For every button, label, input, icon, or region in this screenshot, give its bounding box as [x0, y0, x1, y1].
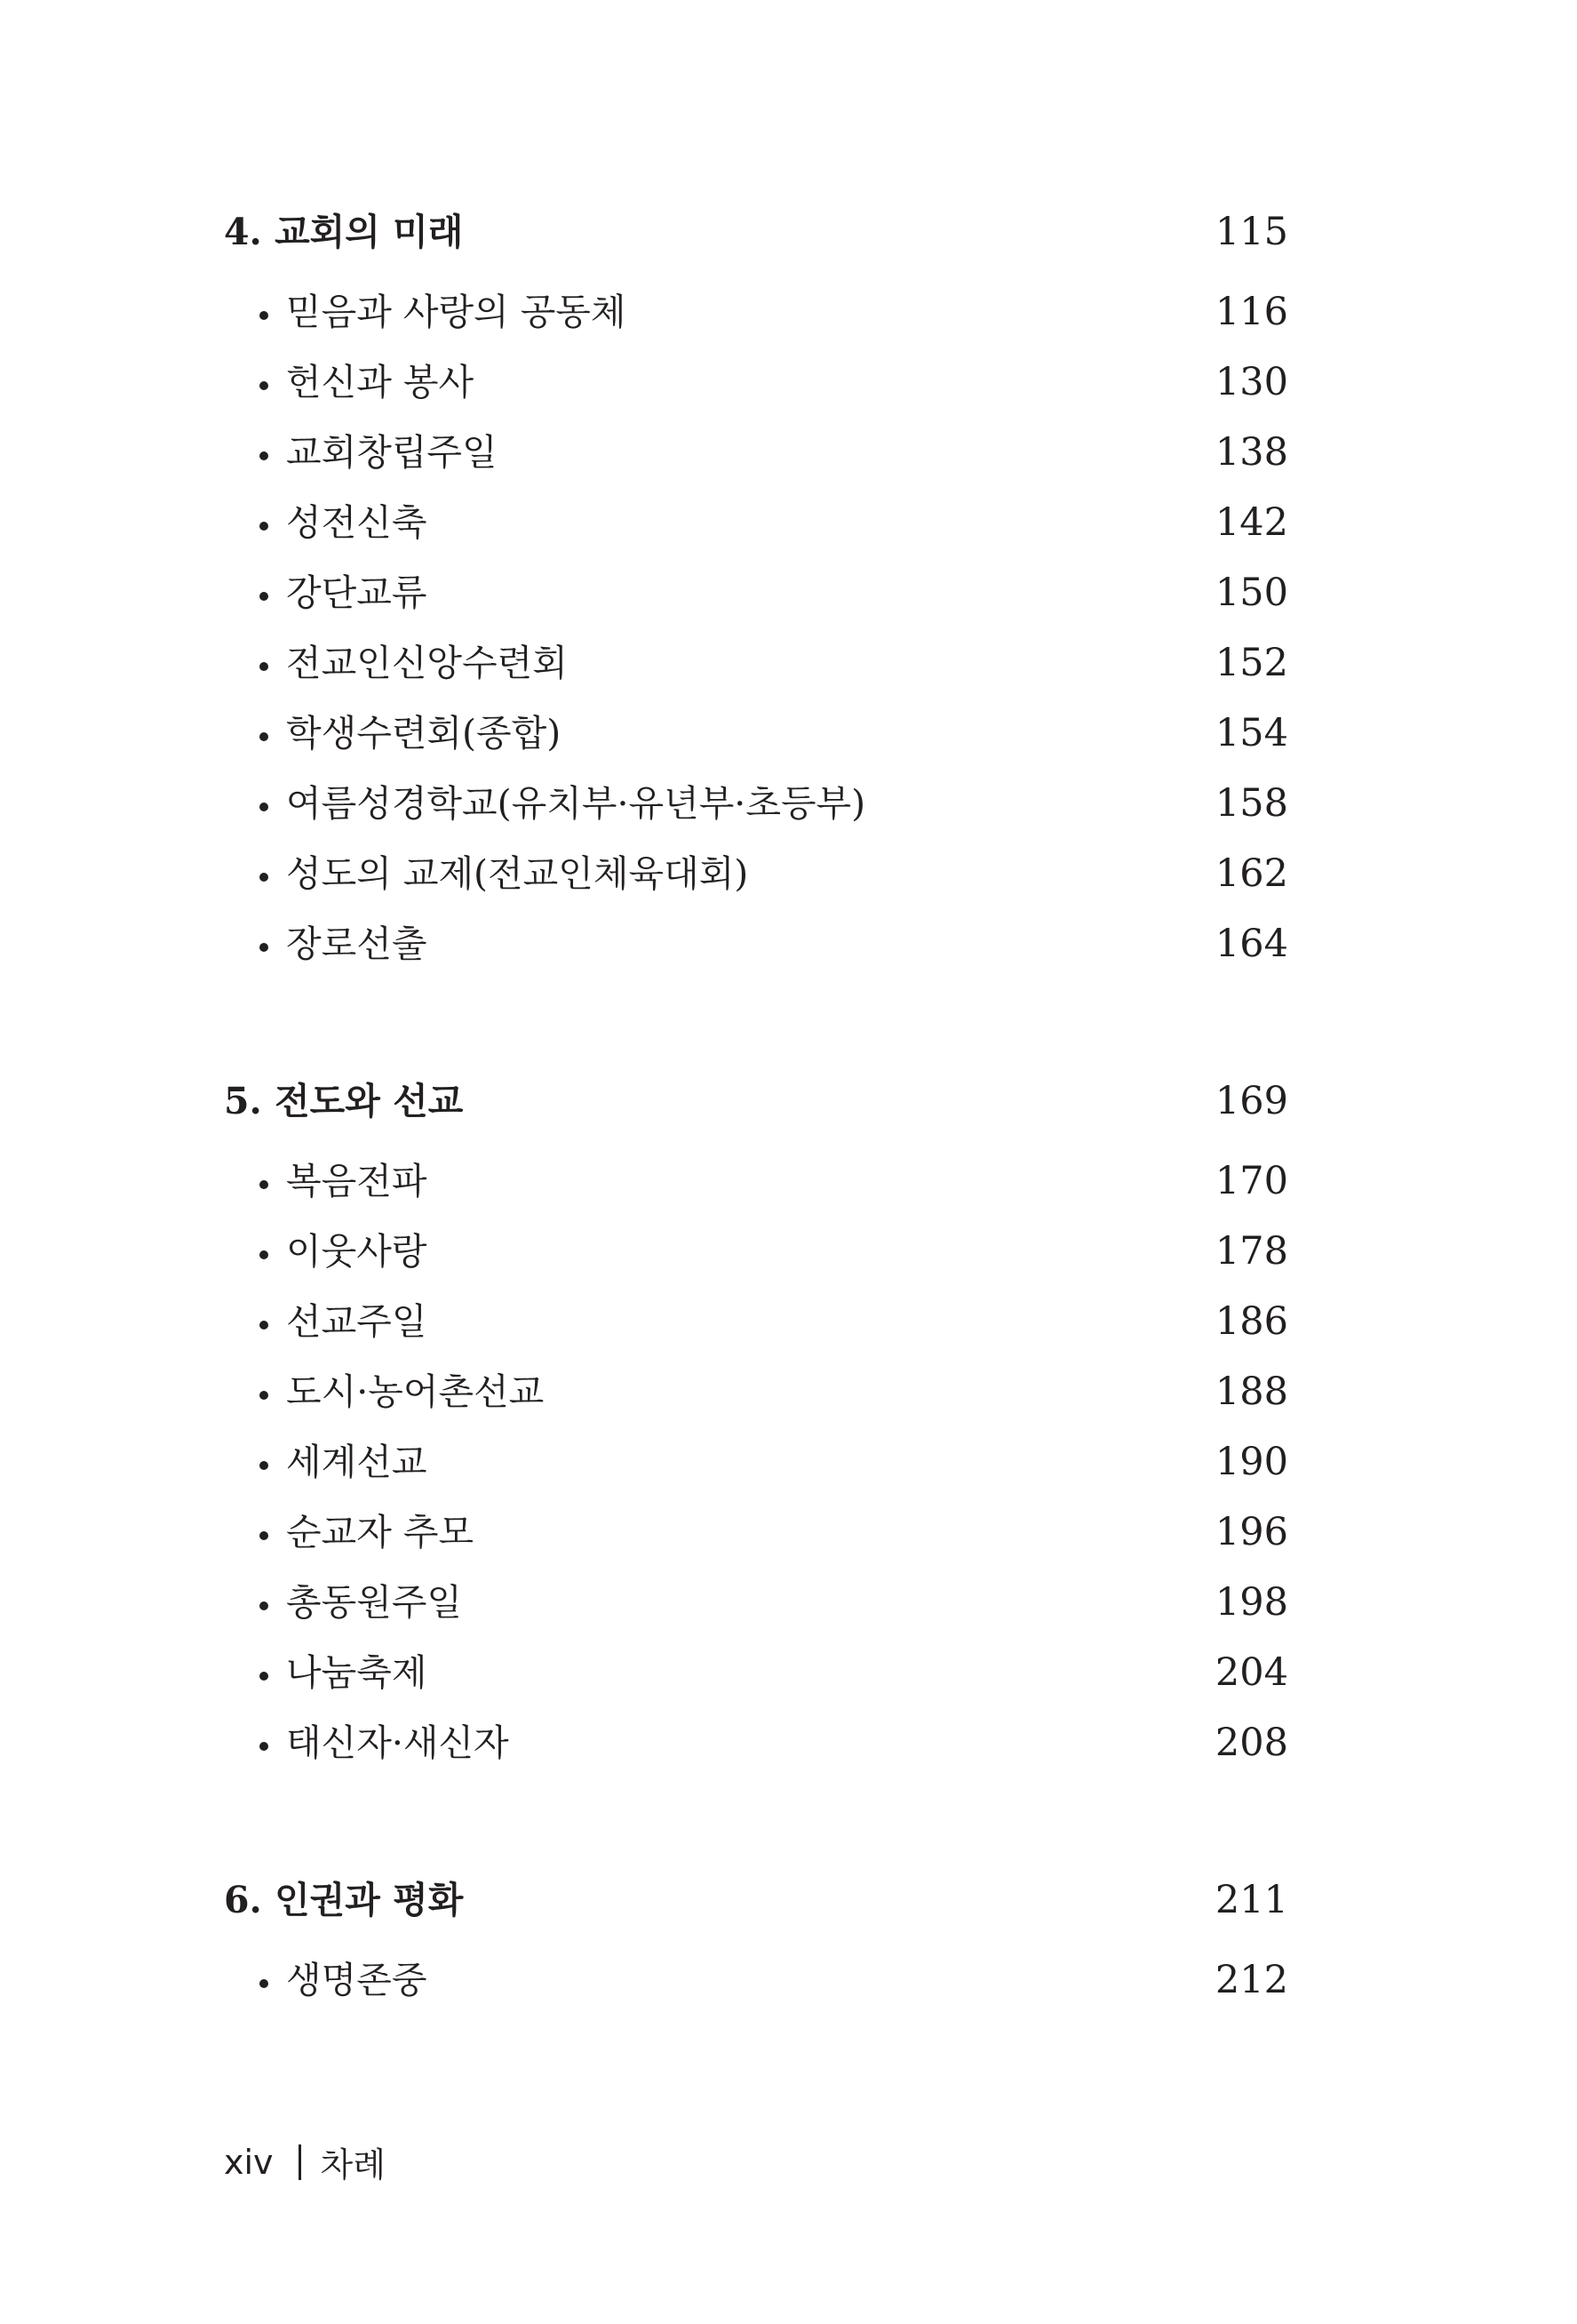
toc-section-heading[interactable]: [224, 1871, 1288, 1929]
toc-entry-page-number: 152: [1215, 641, 1288, 685]
toc-entry-bullet: [224, 699, 561, 769]
toc-entry[interactable]: [224, 1638, 1288, 1708]
toc-item-list: [224, 1146, 1288, 1778]
toc-entry[interactable]: [224, 909, 1288, 979]
toc-entry-page-number: 190: [1215, 1440, 1288, 1484]
toc-entry[interactable]: [224, 1357, 1288, 1427]
toc-entry[interactable]: [224, 488, 1288, 558]
toc-entry-bullet: [224, 1945, 426, 2016]
toc-entry-label: 복음전파: [286, 1160, 427, 1202]
toc-entry[interactable]: [224, 1497, 1288, 1568]
toc-entry-page-number: 130: [1215, 360, 1288, 404]
toc-entry-label: 믿음과 사랑의 공동체: [286, 291, 626, 333]
toc-item-list: [224, 1945, 1288, 2016]
toc-entry-bullet: [224, 1217, 426, 1287]
section-page-number: 211: [1215, 1878, 1288, 1922]
toc-entry-bullet: [224, 418, 498, 488]
toc-entry-label: 성도의 교제(전교인체육대회): [286, 852, 749, 895]
toc-entry-label: 총동원주일: [286, 1581, 463, 1624]
toc-entry[interactable]: [224, 1708, 1288, 1778]
toc-entry[interactable]: [224, 347, 1288, 418]
toc-entry-label: 이웃사랑: [286, 1230, 427, 1273]
footer-page-number: xiv: [224, 2142, 274, 2182]
toc-item-list: [224, 277, 1288, 979]
toc-entry-page-number: 188: [1215, 1370, 1288, 1414]
toc-entry-page-number: 204: [1215, 1650, 1288, 1695]
toc-entry-label: 강단교류: [286, 571, 427, 614]
toc-entry-page-number: 208: [1215, 1721, 1288, 1765]
toc-entry-page-number: 170: [1215, 1159, 1288, 1203]
toc-entry-bullet: [224, 1427, 426, 1497]
toc-entry[interactable]: [224, 1287, 1288, 1357]
toc-entry-label: 선교주일: [286, 1300, 427, 1343]
toc-entry[interactable]: [224, 839, 1288, 909]
toc-entry-bullet: [224, 839, 748, 909]
page-footer: [224, 2137, 386, 2186]
footer-label: 차례: [320, 2145, 386, 2184]
toc-entry-page-number: 186: [1215, 1299, 1288, 1344]
toc-entry-page-number: 196: [1215, 1510, 1288, 1554]
toc-entry-page-number: 138: [1215, 430, 1288, 475]
toc-entry-page-number: 212: [1215, 1958, 1288, 2002]
footer-separator: [299, 2144, 301, 2180]
section-title: 6. 인권과 평화: [224, 1879, 464, 1921]
toc-entry-label: 여름성경학교(유치부·유년부·초등부): [286, 782, 866, 825]
section-title: 4. 교회의 미래: [224, 211, 464, 253]
toc-entry[interactable]: [224, 1568, 1288, 1638]
toc-entry-bullet: [224, 1146, 426, 1217]
toc-entry[interactable]: [224, 1146, 1288, 1217]
toc-entry-bullet: [224, 277, 626, 347]
toc-entry-page-number: 142: [1215, 500, 1288, 545]
table-of-contents: [224, 203, 1288, 2016]
toc-section-heading[interactable]: [224, 203, 1288, 261]
toc-entry-label: 나눔축제: [286, 1651, 427, 1694]
toc-entry-label: 태신자·새신자: [286, 1721, 509, 1764]
toc-entry[interactable]: [224, 1217, 1288, 1287]
toc-entry-bullet: [224, 1357, 544, 1427]
toc-entry-label: 도시·농어촌선교: [286, 1370, 545, 1413]
toc-section-heading[interactable]: [224, 1072, 1288, 1130]
toc-entry-page-number: 154: [1215, 711, 1288, 755]
toc-entry-label: 헌신과 봉사: [286, 361, 474, 403]
toc-entry-label: 학생수련회(종합): [286, 712, 562, 755]
toc-entry-label: 성전신축: [286, 501, 427, 544]
toc-entry[interactable]: [224, 628, 1288, 699]
toc-entry-label: 세계선교: [286, 1441, 427, 1483]
toc-entry-bullet: [224, 558, 426, 628]
toc-entry-bullet: [224, 909, 426, 979]
toc-entry-page-number: 198: [1215, 1580, 1288, 1625]
toc-entry-page-number: 150: [1215, 571, 1288, 615]
section-page-number: 169: [1215, 1079, 1288, 1123]
toc-entry[interactable]: [224, 769, 1288, 839]
section-title: 5. 전도와 선교: [224, 1080, 464, 1122]
toc-entry-bullet: [224, 1497, 474, 1568]
toc-entry-page-number: 116: [1215, 290, 1288, 334]
toc-entry-label: 생명존중: [286, 1959, 427, 2001]
toc-entry-label: 교회창립주일: [286, 431, 498, 474]
toc-entry-label: 장로선출: [286, 922, 427, 965]
toc-entry-bullet: [224, 488, 426, 558]
toc-entry-page-number: 178: [1215, 1229, 1288, 1274]
toc-entry-label: 전교인신앙수련회: [286, 642, 568, 684]
toc-entry-label: 순교자 추모: [286, 1511, 474, 1553]
toc-entry-page-number: 162: [1215, 851, 1288, 896]
toc-entry-page-number: 158: [1215, 781, 1288, 826]
toc-entry-bullet: [224, 1568, 462, 1638]
toc-entry-bullet: [224, 1638, 426, 1708]
toc-entry[interactable]: [224, 277, 1288, 347]
toc-entry-bullet: [224, 1287, 426, 1357]
toc-entry-bullet: [224, 1708, 509, 1778]
toc-entry[interactable]: [224, 558, 1288, 628]
toc-entry-bullet: [224, 347, 474, 418]
toc-section: [224, 1871, 1288, 2016]
section-page-number: 115: [1215, 210, 1288, 254]
toc-entry-bullet: [224, 628, 568, 699]
toc-entry[interactable]: [224, 418, 1288, 488]
toc-entry[interactable]: [224, 699, 1288, 769]
toc-section: [224, 1072, 1288, 1778]
toc-entry[interactable]: [224, 1945, 1288, 2016]
toc-entry[interactable]: [224, 1427, 1288, 1497]
toc-section: [224, 203, 1288, 979]
toc-entry-page-number: 164: [1215, 922, 1288, 966]
toc-entry-bullet: [224, 769, 865, 839]
